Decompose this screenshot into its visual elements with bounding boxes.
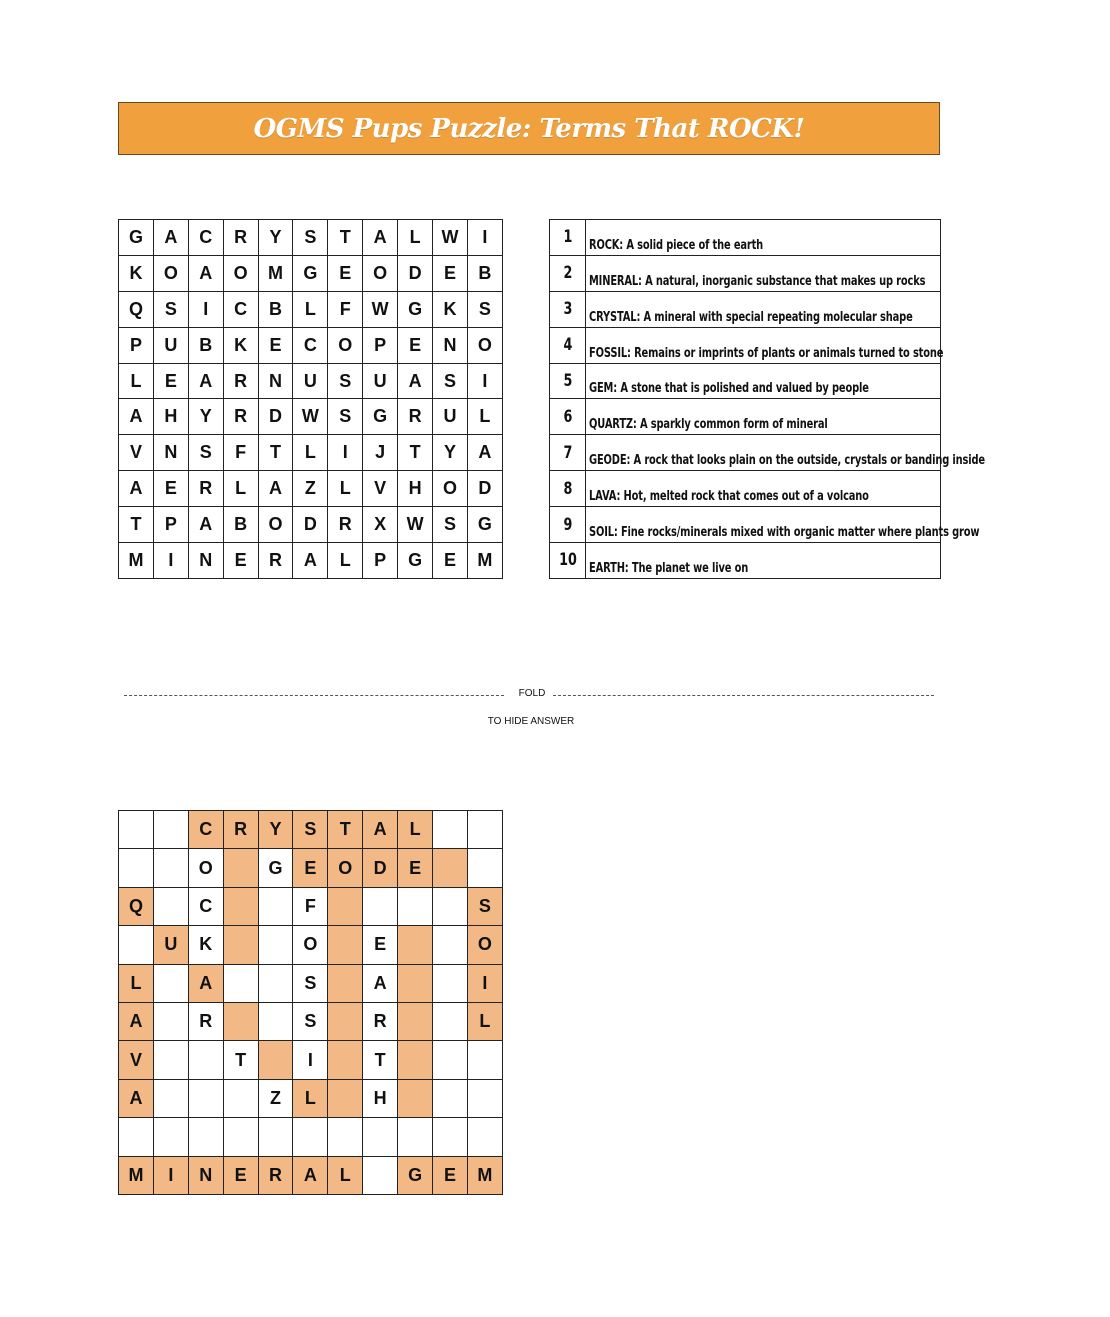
fold-line-right	[553, 695, 934, 696]
puzzle-cell: A	[119, 471, 154, 507]
clue-text-cell	[586, 471, 941, 507]
answer-row	[119, 964, 503, 1002]
answer-cell: E	[363, 926, 398, 964]
answer-key-grid	[118, 810, 503, 1195]
answer-cell: R	[223, 811, 258, 849]
puzzle-cell: C	[223, 291, 258, 327]
answer-cell: N	[188, 1156, 223, 1194]
puzzle-cell: O	[258, 507, 293, 543]
answer-cell	[119, 1118, 154, 1156]
clue-text-cell	[586, 220, 941, 256]
puzzle-cell: F	[223, 435, 258, 471]
answer-cell: I	[153, 1156, 188, 1194]
puzzle-cell: W	[433, 220, 468, 256]
puzzle-cell: G	[119, 220, 154, 256]
puzzle-cell: F	[328, 291, 363, 327]
puzzle-cell: V	[119, 435, 154, 471]
puzzle-cell: L	[293, 435, 328, 471]
puzzle-cell: E	[153, 363, 188, 399]
answer-cell: C	[188, 811, 223, 849]
answer-cell: M	[467, 1156, 502, 1194]
answer-cell: R	[363, 1002, 398, 1040]
clue-number: 5	[554, 363, 581, 399]
puzzle-cell: B	[467, 255, 502, 291]
puzzle-row	[119, 471, 503, 507]
puzzle-cell: O	[153, 255, 188, 291]
puzzle-cell: I	[467, 363, 502, 399]
answer-cell: S	[293, 811, 328, 849]
clue-row	[550, 471, 941, 507]
clue-number: 2	[554, 255, 581, 291]
answer-cell: S	[467, 887, 502, 925]
clue-number: 8	[554, 471, 581, 507]
answer-cell: U	[153, 926, 188, 964]
puzzle-cell: E	[153, 471, 188, 507]
puzzle-cell: U	[363, 363, 398, 399]
answer-cell: O	[188, 849, 223, 887]
answer-row	[119, 1002, 503, 1040]
clue-text-cell	[586, 255, 941, 291]
puzzle-cell: S	[433, 363, 468, 399]
puzzle-cell: D	[258, 399, 293, 435]
puzzle-cell: U	[293, 363, 328, 399]
clue-list	[549, 219, 985, 579]
puzzle-cell: S	[467, 291, 502, 327]
puzzle-cell: R	[258, 543, 293, 579]
puzzle-cell: K	[223, 327, 258, 363]
puzzle-cell: S	[153, 291, 188, 327]
clue-text: MINERAL: A natural, inorganic substance that makes up rocks	[589, 273, 926, 289]
clue-text: QUARTZ: A sparkly common form of mineral	[589, 417, 828, 433]
puzzle-cell: O	[223, 255, 258, 291]
puzzle-cell: I	[328, 435, 363, 471]
answer-cell	[153, 1079, 188, 1117]
puzzle-cell: G	[467, 507, 502, 543]
answer-cell	[153, 1002, 188, 1040]
puzzle-cell: E	[433, 543, 468, 579]
answer-cell	[398, 1002, 433, 1040]
answer-cell	[433, 1002, 468, 1040]
answer-cell	[433, 887, 468, 925]
page-title: OGMS Pups Puzzle: Terms That ROCK!	[253, 113, 805, 144]
puzzle-cell: S	[328, 399, 363, 435]
answer-cell	[188, 1118, 223, 1156]
clue-number: 7	[554, 435, 581, 471]
clue-text: CRYSTAL: A mineral with special repeating molecular shape	[589, 309, 913, 325]
answer-cell	[433, 849, 468, 887]
puzzle-cell: A	[119, 399, 154, 435]
answer-cell: E	[293, 849, 328, 887]
puzzle-cell: N	[433, 327, 468, 363]
puzzle-cell: O	[433, 471, 468, 507]
puzzle-row	[119, 363, 503, 399]
puzzle-cell: K	[433, 291, 468, 327]
puzzle-cell: R	[223, 220, 258, 256]
clue-number: 6	[554, 399, 581, 435]
answer-cell	[223, 964, 258, 1002]
answer-cell	[153, 849, 188, 887]
answer-cell	[363, 1156, 398, 1194]
puzzle-cell: D	[398, 255, 433, 291]
puzzle-cell: S	[433, 507, 468, 543]
puzzle-cell: A	[398, 363, 433, 399]
puzzle-cell: B	[258, 291, 293, 327]
answer-cell: A	[119, 1002, 154, 1040]
puzzle-cell: O	[328, 327, 363, 363]
clue-text-cell	[586, 507, 980, 543]
puzzle-cell: O	[467, 327, 502, 363]
clue-text: GEM: A stone that is polished and valued by people	[589, 381, 869, 397]
fold-label: FOLD	[518, 688, 546, 699]
puzzle-cell: N	[153, 435, 188, 471]
puzzle-cell: I	[188, 291, 223, 327]
puzzle-cell: T	[398, 435, 433, 471]
puzzle-cell: K	[119, 255, 154, 291]
puzzle-cell: T	[328, 220, 363, 256]
answer-cell	[328, 1118, 363, 1156]
answer-cell	[433, 926, 468, 964]
answer-cell: C	[188, 887, 223, 925]
puzzle-cell: I	[467, 220, 502, 256]
answer-cell	[258, 887, 293, 925]
answer-cell: T	[223, 1041, 258, 1079]
puzzle-cell: S	[328, 363, 363, 399]
answer-cell: A	[119, 1079, 154, 1117]
puzzle-cell: T	[119, 507, 154, 543]
puzzle-cell: P	[153, 507, 188, 543]
puzzle-cell: E	[223, 543, 258, 579]
answer-cell	[433, 1041, 468, 1079]
answer-cell	[293, 1118, 328, 1156]
answer-cell	[153, 1118, 188, 1156]
puzzle-cell: O	[363, 255, 398, 291]
puzzle-cell: S	[188, 435, 223, 471]
puzzle-cell: R	[188, 471, 223, 507]
answer-row	[119, 926, 503, 964]
puzzle-cell: V	[363, 471, 398, 507]
answer-cell	[328, 964, 363, 1002]
answer-cell	[398, 1079, 433, 1117]
clue-row	[550, 399, 941, 435]
clue-number: 10	[554, 543, 581, 579]
answer-cell	[467, 849, 502, 887]
answer-cell	[433, 811, 468, 849]
puzzle-cell: R	[223, 399, 258, 435]
puzzle-cell: E	[258, 327, 293, 363]
answer-cell	[258, 1002, 293, 1040]
puzzle-cell: D	[293, 507, 328, 543]
puzzle-row	[119, 291, 503, 327]
answer-cell	[328, 1002, 363, 1040]
answer-cell: A	[188, 964, 223, 1002]
clue-text-cell	[586, 435, 985, 471]
puzzle-cell: D	[467, 471, 502, 507]
puzzle-cell: U	[433, 399, 468, 435]
clue-row	[550, 363, 941, 399]
puzzle-cell: E	[398, 327, 433, 363]
puzzle-cell: R	[328, 507, 363, 543]
answer-row	[119, 1079, 503, 1117]
puzzle-cell: A	[363, 220, 398, 256]
answer-cell	[363, 1118, 398, 1156]
puzzle-cell: A	[293, 543, 328, 579]
answer-cell	[433, 1079, 468, 1117]
clue-text: SOIL: Fine rocks/minerals mixed with organic matter where plants grow	[589, 525, 980, 541]
answer-cell	[328, 926, 363, 964]
answer-cell	[467, 1041, 502, 1079]
title-banner	[118, 102, 940, 155]
answer-cell	[119, 926, 154, 964]
puzzle-cell: P	[363, 327, 398, 363]
answer-cell: O	[293, 926, 328, 964]
puzzle-cell: T	[258, 435, 293, 471]
clue-text: EARTH: The planet we live on	[589, 560, 749, 576]
puzzle-cell: L	[398, 220, 433, 256]
puzzle-cell: B	[188, 327, 223, 363]
answer-cell	[258, 1118, 293, 1156]
answer-cell	[398, 1118, 433, 1156]
clue-row	[550, 543, 941, 579]
puzzle-cell: L	[119, 363, 154, 399]
puzzle-row	[119, 220, 503, 256]
answer-cell: L	[328, 1156, 363, 1194]
puzzle-cell: Z	[293, 471, 328, 507]
answer-cell: O	[467, 926, 502, 964]
answer-cell	[223, 887, 258, 925]
puzzle-cell: L	[328, 543, 363, 579]
puzzle-cell: S	[293, 220, 328, 256]
answer-row	[119, 1041, 503, 1079]
clue-text: GEODE: A rock that looks plain on the outside, crystals or banding inside	[589, 453, 985, 469]
answer-cell	[398, 887, 433, 925]
puzzle-cell: G	[363, 399, 398, 435]
answer-cell: E	[223, 1156, 258, 1194]
clue-text: ROCK: A solid piece of the earth	[589, 237, 764, 253]
puzzle-cell: R	[223, 363, 258, 399]
puzzle-cell: N	[258, 363, 293, 399]
answer-cell	[119, 811, 154, 849]
puzzle-row	[119, 507, 503, 543]
answer-cell	[433, 964, 468, 1002]
answer-cell	[223, 1118, 258, 1156]
puzzle-cell: H	[398, 471, 433, 507]
puzzle-cell: L	[223, 471, 258, 507]
answer-cell	[467, 1118, 502, 1156]
puzzle-cell: E	[433, 255, 468, 291]
puzzle-cell: A	[258, 471, 293, 507]
answer-cell	[188, 1041, 223, 1079]
puzzle-row	[119, 255, 503, 291]
answer-cell	[328, 1041, 363, 1079]
answer-cell: G	[258, 849, 293, 887]
answer-cell: S	[293, 964, 328, 1002]
answer-cell	[223, 849, 258, 887]
clue-number: 1	[554, 220, 581, 256]
puzzle-row	[119, 543, 503, 579]
answer-cell: F	[293, 887, 328, 925]
answer-cell: S	[293, 1002, 328, 1040]
answer-cell	[467, 811, 502, 849]
answer-cell	[328, 887, 363, 925]
clue-row	[550, 291, 941, 327]
puzzle-cell: G	[293, 255, 328, 291]
puzzle-cell: P	[119, 327, 154, 363]
puzzle-cell: A	[188, 507, 223, 543]
answer-cell: D	[363, 849, 398, 887]
puzzle-cell: G	[398, 291, 433, 327]
answer-cell	[258, 926, 293, 964]
clue-text-cell	[586, 291, 941, 327]
puzzle-cell: Y	[188, 399, 223, 435]
fold-hint: TO HIDE ANSWER	[487, 716, 575, 727]
puzzle-cell: W	[398, 507, 433, 543]
clue-row	[550, 220, 941, 256]
answer-cell: G	[398, 1156, 433, 1194]
clue-text-cell	[586, 543, 941, 579]
answer-cell	[223, 926, 258, 964]
puzzle-cell: R	[398, 399, 433, 435]
word-search-grid	[118, 219, 503, 579]
answer-cell	[398, 964, 433, 1002]
puzzle-cell: A	[188, 363, 223, 399]
puzzle-cell: B	[223, 507, 258, 543]
puzzle-row	[119, 399, 503, 435]
clue-text: LAVA: Hot, melted rock that comes out of a volcano	[589, 489, 869, 505]
answer-cell: Y	[258, 811, 293, 849]
puzzle-cell: J	[363, 435, 398, 471]
puzzle-cell: U	[153, 327, 188, 363]
answer-cell: T	[328, 811, 363, 849]
puzzle-cell: M	[258, 255, 293, 291]
puzzle-cell: A	[188, 255, 223, 291]
answer-cell: Q	[119, 887, 154, 925]
clue-number: 4	[554, 327, 581, 363]
puzzle-row	[119, 435, 503, 471]
answer-cell	[258, 1041, 293, 1079]
answer-cell	[153, 1041, 188, 1079]
clue-number: 3	[554, 291, 581, 327]
answer-cell	[433, 1118, 468, 1156]
answer-cell: L	[467, 1002, 502, 1040]
answer-cell: R	[188, 1002, 223, 1040]
clue-row	[550, 327, 941, 363]
puzzle-cell: Y	[433, 435, 468, 471]
puzzle-cell: M	[119, 543, 154, 579]
puzzle-cell: A	[153, 220, 188, 256]
answer-cell	[223, 1079, 258, 1117]
answer-row	[119, 887, 503, 925]
puzzle-cell: C	[188, 220, 223, 256]
puzzle-cell: W	[363, 291, 398, 327]
answer-cell: K	[188, 926, 223, 964]
answer-cell: Z	[258, 1079, 293, 1117]
puzzle-cell: C	[293, 327, 328, 363]
answer-cell: O	[328, 849, 363, 887]
answer-cell	[119, 849, 154, 887]
answer-cell: L	[398, 811, 433, 849]
puzzle-cell: L	[467, 399, 502, 435]
answer-cell	[328, 1079, 363, 1117]
answer-cell: E	[398, 849, 433, 887]
answer-cell: A	[363, 811, 398, 849]
answer-cell	[223, 1002, 258, 1040]
puzzle-cell: X	[363, 507, 398, 543]
answer-row	[119, 811, 503, 849]
puzzle-cell: L	[328, 471, 363, 507]
puzzle-cell: Q	[119, 291, 154, 327]
clue-text: FOSSIL: Remains or imprints of plants or animals turned to stone	[589, 345, 944, 361]
answer-cell	[258, 964, 293, 1002]
clue-text-cell	[586, 363, 941, 399]
answer-cell	[188, 1079, 223, 1117]
clue-text-cell	[586, 327, 944, 363]
answer-cell	[363, 887, 398, 925]
answer-cell	[153, 887, 188, 925]
answer-cell: T	[363, 1041, 398, 1079]
puzzle-row	[119, 327, 503, 363]
puzzle-cell: I	[153, 543, 188, 579]
answer-row	[119, 1118, 503, 1156]
answer-cell	[153, 964, 188, 1002]
puzzle-cell: G	[398, 543, 433, 579]
answer-row	[119, 849, 503, 887]
puzzle-cell: H	[153, 399, 188, 435]
answer-row	[119, 1156, 503, 1194]
puzzle-cell: A	[467, 435, 502, 471]
puzzle-cell: N	[188, 543, 223, 579]
puzzle-cell: M	[467, 543, 502, 579]
puzzle-cell: Y	[258, 220, 293, 256]
answer-cell	[398, 926, 433, 964]
clue-row	[550, 507, 941, 543]
answer-cell	[398, 1041, 433, 1079]
answer-cell: I	[467, 964, 502, 1002]
fold-line-left	[124, 695, 504, 696]
answer-cell: A	[293, 1156, 328, 1194]
answer-cell: A	[363, 964, 398, 1002]
answer-cell: M	[119, 1156, 154, 1194]
answer-cell	[467, 1079, 502, 1117]
answer-cell: L	[119, 964, 154, 1002]
puzzle-cell: L	[293, 291, 328, 327]
clue-row	[550, 255, 941, 291]
puzzle-cell: E	[328, 255, 363, 291]
puzzle-cell: P	[363, 543, 398, 579]
clue-row	[550, 435, 941, 471]
answer-cell	[153, 811, 188, 849]
answer-cell: H	[363, 1079, 398, 1117]
answer-cell: R	[258, 1156, 293, 1194]
answer-cell: V	[119, 1041, 154, 1079]
answer-cell: L	[293, 1079, 328, 1117]
puzzle-cell: W	[293, 399, 328, 435]
answer-cell: E	[433, 1156, 468, 1194]
clue-text-cell	[586, 399, 941, 435]
answer-cell: I	[293, 1041, 328, 1079]
clue-number: 9	[554, 507, 581, 543]
